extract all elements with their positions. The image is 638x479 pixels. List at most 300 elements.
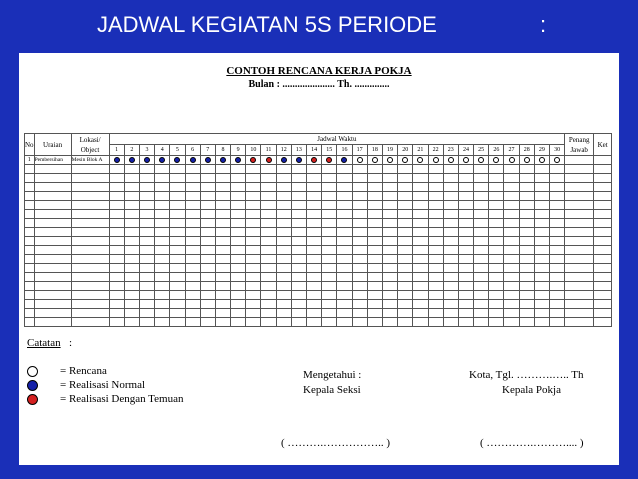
empty-cell: [565, 192, 594, 201]
empty-cell: [231, 228, 246, 237]
empty-cell: [139, 210, 154, 219]
empty-cell: [307, 210, 322, 219]
empty-cell: [413, 219, 428, 228]
empty-cell: [124, 255, 139, 264]
schedule-cell: [398, 156, 413, 165]
empty-cell: [382, 165, 397, 174]
empty-cell: [307, 174, 322, 183]
day-header: 5: [170, 145, 185, 156]
empty-cell: [170, 318, 185, 327]
empty-cell: [185, 264, 200, 273]
empty-cell: [382, 318, 397, 327]
sign-right-line1: Kota, Tgl. ……….….. Th: [469, 369, 584, 381]
empty-cell: [519, 165, 534, 174]
empty-cell: [565, 219, 594, 228]
empty-cell: [413, 165, 428, 174]
empty-cell: [594, 165, 612, 174]
empty-cell: [246, 246, 261, 255]
sign-left-name: ( ……….…………….. ): [281, 437, 391, 449]
empty-cell: [109, 192, 124, 201]
empty-cell: [398, 309, 413, 318]
empty-cell: [155, 237, 170, 246]
status-rencana-dot: [524, 157, 530, 163]
empty-cell: [534, 255, 549, 264]
schedule-cell: [322, 156, 337, 165]
empty-cell: [261, 273, 276, 282]
empty-cell: [231, 309, 246, 318]
status-normal-dot: [129, 157, 135, 163]
empty-cell: [276, 201, 291, 210]
empty-cell: [337, 192, 352, 201]
empty-cell: [155, 219, 170, 228]
empty-cell: [458, 273, 473, 282]
empty-cell: [261, 282, 276, 291]
table-row: [25, 210, 612, 219]
empty-cell: [307, 264, 322, 273]
empty-cell: [428, 210, 443, 219]
empty-cell: [594, 282, 612, 291]
day-header: 16: [337, 145, 352, 156]
empty-cell: [489, 165, 504, 174]
empty-cell: [71, 210, 109, 219]
empty-cell: [276, 192, 291, 201]
empty-cell: [215, 210, 230, 219]
empty-cell: [71, 183, 109, 192]
empty-cell: [382, 273, 397, 282]
table-row: [25, 264, 612, 273]
empty-cell: [155, 300, 170, 309]
empty-cell: [504, 264, 519, 273]
catatan-colon: :: [69, 337, 73, 349]
empty-cell: [337, 165, 352, 174]
empty-cell: [322, 246, 337, 255]
empty-cell: [276, 237, 291, 246]
empty-cell: [170, 300, 185, 309]
empty-cell: [231, 273, 246, 282]
empty-cell: [519, 228, 534, 237]
empty-cell: [458, 183, 473, 192]
empty-cell: [550, 192, 565, 201]
slide-title-colon: :: [540, 12, 547, 37]
empty-cell: [474, 291, 489, 300]
empty-cell: [215, 318, 230, 327]
empty-cell: [34, 291, 71, 300]
empty-cell: [352, 201, 367, 210]
empty-cell: [34, 174, 71, 183]
day-header: 10: [246, 145, 261, 156]
empty-cell: [246, 237, 261, 246]
empty-cell: [428, 201, 443, 210]
empty-cell: [34, 165, 71, 174]
empty-cell: [337, 246, 352, 255]
empty-cell: [534, 309, 549, 318]
empty-cell: [443, 174, 458, 183]
empty-cell: [367, 255, 382, 264]
status-normal-dot: [174, 157, 180, 163]
empty-cell: [428, 309, 443, 318]
empty-cell: [25, 174, 35, 183]
empty-cell: [124, 201, 139, 210]
header-no: No: [25, 134, 35, 156]
empty-cell: [246, 255, 261, 264]
day-header: 4: [155, 145, 170, 156]
legend-temuan-dot: [27, 394, 38, 405]
empty-cell: [25, 255, 35, 264]
empty-cell: [291, 201, 306, 210]
empty-cell: [458, 201, 473, 210]
status-normal-dot: [190, 157, 196, 163]
empty-cell: [519, 291, 534, 300]
empty-cell: [185, 273, 200, 282]
empty-cell: [34, 219, 71, 228]
empty-cell: [291, 210, 306, 219]
empty-cell: [594, 237, 612, 246]
empty-cell: [200, 183, 215, 192]
empty-cell: [124, 174, 139, 183]
empty-cell: [215, 300, 230, 309]
schedule-cell: [200, 156, 215, 165]
empty-cell: [534, 183, 549, 192]
empty-cell: [261, 219, 276, 228]
status-rencana-dot: [433, 157, 439, 163]
empty-cell: [25, 237, 35, 246]
empty-cell: [443, 273, 458, 282]
empty-cell: [550, 291, 565, 300]
empty-cell: [109, 300, 124, 309]
empty-cell: [550, 300, 565, 309]
empty-cell: [34, 246, 71, 255]
empty-cell: [322, 219, 337, 228]
empty-cell: [109, 228, 124, 237]
empty-cell: [215, 219, 230, 228]
empty-cell: [519, 201, 534, 210]
empty-cell: [261, 192, 276, 201]
empty-cell: [200, 192, 215, 201]
empty-cell: [352, 318, 367, 327]
empty-cell: [550, 210, 565, 219]
empty-cell: [398, 273, 413, 282]
empty-cell: [109, 183, 124, 192]
header-penang-line2: Jawab: [570, 145, 588, 154]
empty-cell: [534, 318, 549, 327]
empty-cell: [428, 219, 443, 228]
empty-cell: [124, 237, 139, 246]
empty-cell: [594, 318, 612, 327]
empty-cell: [261, 201, 276, 210]
empty-cell: [322, 237, 337, 246]
empty-cell: [34, 282, 71, 291]
empty-cell: [231, 246, 246, 255]
empty-cell: [504, 273, 519, 282]
empty-cell: [231, 201, 246, 210]
empty-cell: [246, 309, 261, 318]
status-normal-dot: [341, 157, 347, 163]
empty-cell: [231, 282, 246, 291]
empty-cell: [337, 210, 352, 219]
empty-cell: [246, 228, 261, 237]
header-lokasi-line2: Object: [80, 145, 100, 154]
empty-cell: [124, 300, 139, 309]
empty-cell: [276, 282, 291, 291]
empty-cell: [291, 264, 306, 273]
empty-cell: [71, 237, 109, 246]
empty-cell: [565, 201, 594, 210]
empty-cell: [352, 192, 367, 201]
empty-cell: [109, 210, 124, 219]
empty-cell: [489, 219, 504, 228]
empty-cell: [231, 318, 246, 327]
empty-cell: [413, 273, 428, 282]
empty-cell: [231, 300, 246, 309]
empty-cell: [443, 318, 458, 327]
empty-cell: [550, 201, 565, 210]
empty-cell: [71, 264, 109, 273]
empty-cell: [215, 309, 230, 318]
day-header: 14: [307, 145, 322, 156]
empty-cell: [594, 219, 612, 228]
empty-cell: [215, 228, 230, 237]
empty-cell: [25, 183, 35, 192]
empty-cell: [534, 300, 549, 309]
empty-cell: [594, 210, 612, 219]
empty-cell: [215, 237, 230, 246]
empty-cell: [139, 246, 154, 255]
schedule-cell: [215, 156, 230, 165]
empty-cell: [291, 219, 306, 228]
day-header: 3: [139, 145, 154, 156]
day-header: 23: [443, 145, 458, 156]
empty-cell: [291, 282, 306, 291]
empty-cell: [534, 246, 549, 255]
empty-cell: [25, 300, 35, 309]
empty-cell: [34, 318, 71, 327]
empty-cell: [124, 264, 139, 273]
empty-cell: [124, 210, 139, 219]
empty-cell: [139, 228, 154, 237]
empty-cell: [458, 246, 473, 255]
empty-cell: [550, 174, 565, 183]
empty-cell: [322, 273, 337, 282]
table-row: [25, 156, 612, 165]
empty-cell: [307, 291, 322, 300]
empty-cell: [398, 210, 413, 219]
empty-cell: [200, 246, 215, 255]
header-penang-line1: Penang: [568, 135, 590, 144]
empty-cell: [25, 291, 35, 300]
empty-cell: [382, 183, 397, 192]
empty-cell: [155, 273, 170, 282]
status-rencana-dot: [478, 157, 484, 163]
empty-cell: [215, 246, 230, 255]
empty-cell: [367, 183, 382, 192]
empty-cell: [170, 183, 185, 192]
empty-cell: [109, 174, 124, 183]
day-header: 30: [550, 145, 565, 156]
empty-cell: [215, 282, 230, 291]
day-header: 11: [261, 145, 276, 156]
schedule-cell: [413, 156, 428, 165]
schedule-cell: [231, 156, 246, 165]
header-lokasi: [71, 134, 109, 156]
empty-cell: [155, 210, 170, 219]
schedule-cell: [124, 156, 139, 165]
empty-cell: [231, 291, 246, 300]
document-sheet: [19, 53, 619, 465]
empty-cell: [504, 201, 519, 210]
empty-cell: [276, 174, 291, 183]
empty-cell: [276, 219, 291, 228]
empty-cell: [367, 273, 382, 282]
empty-cell: [109, 264, 124, 273]
empty-cell: [534, 201, 549, 210]
empty-cell: [124, 192, 139, 201]
empty-cell: [155, 165, 170, 174]
empty-cell: [550, 246, 565, 255]
empty-cell: [291, 183, 306, 192]
empty-cell: [458, 228, 473, 237]
empty-cell: [34, 264, 71, 273]
empty-cell: [337, 237, 352, 246]
header-uraian: Uraian: [34, 134, 71, 156]
empty-cell: [322, 165, 337, 174]
sign-left-line1: Mengetahui :: [303, 369, 362, 381]
empty-cell: [322, 228, 337, 237]
empty-cell: [443, 291, 458, 300]
empty-cell: [124, 246, 139, 255]
empty-cell: [322, 309, 337, 318]
empty-cell: [109, 165, 124, 174]
table-row: [25, 201, 612, 210]
empty-cell: [170, 174, 185, 183]
table-row: [25, 255, 612, 264]
empty-cell: [565, 183, 594, 192]
empty-cell: [504, 291, 519, 300]
empty-cell: [109, 318, 124, 327]
empty-cell: [185, 255, 200, 264]
empty-cell: [519, 318, 534, 327]
empty-cell: [489, 273, 504, 282]
empty-cell: [291, 237, 306, 246]
day-header: 22: [428, 145, 443, 156]
schedule-cell: [458, 156, 473, 165]
empty-cell: [489, 300, 504, 309]
empty-cell: [291, 192, 306, 201]
empty-cell: [231, 192, 246, 201]
empty-cell: [534, 282, 549, 291]
empty-cell: [550, 183, 565, 192]
empty-cell: [231, 255, 246, 264]
empty-cell: [25, 309, 35, 318]
empty-cell: [337, 264, 352, 273]
empty-cell: [443, 309, 458, 318]
empty-cell: [261, 264, 276, 273]
empty-cell: [139, 183, 154, 192]
empty-cell: [337, 174, 352, 183]
slide-title-bar: [0, 8, 638, 42]
empty-cell: [307, 228, 322, 237]
empty-cell: [139, 318, 154, 327]
empty-cell: [352, 219, 367, 228]
empty-cell: [34, 228, 71, 237]
empty-cell: [489, 264, 504, 273]
empty-cell: [246, 219, 261, 228]
empty-cell: [443, 255, 458, 264]
empty-cell: [337, 228, 352, 237]
empty-cell: [337, 219, 352, 228]
empty-cell: [71, 255, 109, 264]
empty-cell: [594, 291, 612, 300]
empty-cell: [367, 219, 382, 228]
empty-cell: [443, 183, 458, 192]
empty-cell: [200, 255, 215, 264]
empty-cell: [352, 273, 367, 282]
empty-cell: [458, 318, 473, 327]
empty-cell: [474, 192, 489, 201]
schedule-cell: [550, 156, 565, 165]
schedule-cell: [474, 156, 489, 165]
status-normal-dot: [281, 157, 287, 163]
empty-cell: [139, 192, 154, 201]
empty-cell: [519, 282, 534, 291]
empty-cell: [71, 219, 109, 228]
empty-cell: [291, 318, 306, 327]
header-ket: Ket: [594, 134, 612, 156]
empty-cell: [428, 237, 443, 246]
status-normal-dot: [144, 157, 150, 163]
table-row: [25, 192, 612, 201]
empty-cell: [550, 309, 565, 318]
empty-cell: [170, 237, 185, 246]
empty-cell: [71, 300, 109, 309]
empty-cell: [34, 309, 71, 318]
empty-cell: [25, 192, 35, 201]
status-rencana-dot: [554, 157, 560, 163]
empty-cell: [124, 228, 139, 237]
empty-cell: [382, 210, 397, 219]
empty-cell: [155, 255, 170, 264]
empty-cell: [71, 309, 109, 318]
schedule-cell: [261, 156, 276, 165]
empty-cell: [200, 309, 215, 318]
schedule-cell: [170, 156, 185, 165]
empty-cell: [139, 201, 154, 210]
empty-cell: [246, 174, 261, 183]
empty-cell: [337, 201, 352, 210]
day-header: 18: [367, 145, 382, 156]
empty-cell: [155, 174, 170, 183]
empty-cell: [398, 228, 413, 237]
day-header: 9: [231, 145, 246, 156]
empty-cell: [413, 300, 428, 309]
schedule-cell: [428, 156, 443, 165]
empty-cell: [261, 309, 276, 318]
row-uraian: Pembersihan: [34, 156, 71, 165]
day-header: 20: [398, 145, 413, 156]
empty-cell: [337, 273, 352, 282]
status-temuan-dot: [266, 157, 272, 163]
table-row: [25, 300, 612, 309]
empty-cell: [200, 282, 215, 291]
empty-cell: [124, 219, 139, 228]
schedule-cell: [367, 156, 382, 165]
schedule-cell: [109, 156, 124, 165]
empty-cell: [215, 264, 230, 273]
empty-cell: [25, 201, 35, 210]
empty-cell: [550, 237, 565, 246]
empty-cell: [71, 174, 109, 183]
empty-cell: [155, 246, 170, 255]
empty-cell: [109, 246, 124, 255]
